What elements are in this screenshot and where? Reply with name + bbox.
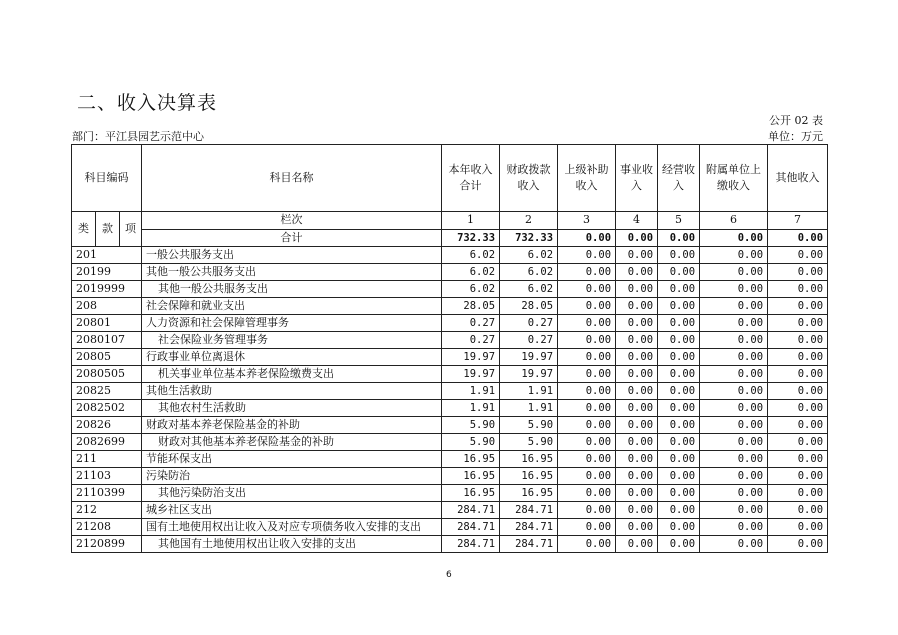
row-value: 0.00 — [616, 400, 658, 417]
row-value: 0.00 — [658, 519, 700, 536]
row-code: 20801 — [72, 315, 142, 332]
row-value: 0.00 — [658, 281, 700, 298]
row-name: 城乡社区支出 — [142, 502, 442, 519]
row-value: 0.00 — [558, 264, 616, 281]
row-name: 其他农村生活救助 — [142, 400, 442, 417]
row-value: 0.00 — [700, 502, 768, 519]
row-value: 19.97 — [500, 349, 558, 366]
sum-value: 0.00 — [558, 229, 616, 247]
row-value: 0.00 — [658, 536, 700, 553]
row-value: 0.00 — [700, 315, 768, 332]
row-code: 2080505 — [72, 366, 142, 383]
table-row — [72, 434, 828, 451]
department-label: 部门：平江县园艺示范中心 — [72, 130, 204, 143]
row-name: 一般公共服务支出 — [142, 247, 442, 264]
row-value: 0.00 — [558, 536, 616, 553]
row-value: 0.00 — [700, 468, 768, 485]
row-value: 0.00 — [558, 451, 616, 468]
table-row — [72, 502, 828, 519]
row-value: 16.95 — [500, 468, 558, 485]
table-row — [72, 485, 828, 502]
row-name: 其他污染防治支出 — [142, 485, 442, 502]
row-value: 0.00 — [700, 536, 768, 553]
page-number: 6 — [446, 570, 452, 580]
row-value: 0.00 — [616, 264, 658, 281]
row-value: 0.00 — [658, 468, 700, 485]
table-row — [72, 264, 828, 281]
col-number: 5 — [658, 212, 700, 230]
col-number: 2 — [500, 212, 558, 230]
row-value: 0.00 — [768, 451, 828, 468]
row-value: 0.00 — [658, 383, 700, 400]
col-number: 1 — [442, 212, 500, 230]
row-value: 0.00 — [616, 485, 658, 502]
table-row — [72, 468, 828, 485]
row-value: 0.00 — [658, 434, 700, 451]
row-value: 0.00 — [768, 247, 828, 264]
row-value: 0.00 — [616, 451, 658, 468]
row-name: 社会保障和就业支出 — [142, 298, 442, 315]
row-code: 2082502 — [72, 400, 142, 417]
row-name: 其他一般公共服务支出 — [142, 281, 442, 298]
table-row — [72, 298, 828, 315]
row-value: 6.02 — [500, 247, 558, 264]
row-value: 1.91 — [500, 400, 558, 417]
row-value: 0.00 — [700, 247, 768, 264]
row-value: 0.00 — [658, 400, 700, 417]
row-name: 其他国有土地使用权出让收入安排的支出 — [142, 536, 442, 553]
row-value: 0.00 — [700, 281, 768, 298]
row-code: 21103 — [72, 468, 142, 485]
row-value: 0.00 — [558, 400, 616, 417]
row-value: 6.02 — [442, 264, 500, 281]
row-value: 0.00 — [658, 485, 700, 502]
row-value: 0.00 — [616, 298, 658, 315]
row-value: 0.00 — [700, 332, 768, 349]
row-code: 20825 — [72, 383, 142, 400]
row-value: 0.00 — [768, 281, 828, 298]
row-code: 212 — [72, 502, 142, 519]
row-code: 2110399 — [72, 485, 142, 502]
row-code: 21208 — [72, 519, 142, 536]
row-value: 0.00 — [700, 349, 768, 366]
row-value: 284.71 — [442, 519, 500, 536]
table-row — [72, 247, 828, 264]
header-row — [72, 145, 828, 212]
row-value: 284.71 — [442, 502, 500, 519]
row-value: 0.00 — [700, 366, 768, 383]
row-value: 0.00 — [558, 434, 616, 451]
row-value: 0.00 — [768, 366, 828, 383]
row-value: 6.02 — [500, 281, 558, 298]
sum-value: 732.33 — [500, 229, 558, 247]
row-value: 28.05 — [500, 298, 558, 315]
sum-value: 0.00 — [768, 229, 828, 247]
row-value: 0.00 — [558, 281, 616, 298]
row-value: 0.00 — [616, 383, 658, 400]
row-value: 0.00 — [700, 451, 768, 468]
column-number-row — [72, 212, 828, 230]
header-kuan: 款 — [96, 212, 120, 247]
row-value: 0.00 — [700, 383, 768, 400]
row-value: 0.00 — [768, 468, 828, 485]
row-value: 0.00 — [658, 349, 700, 366]
row-value: 0.00 — [768, 536, 828, 553]
row-value: 0.00 — [558, 298, 616, 315]
row-value: 0.00 — [558, 315, 616, 332]
row-name: 社会保险业务管理事务 — [142, 332, 442, 349]
row-value: 0.00 — [558, 366, 616, 383]
row-value: 0.00 — [768, 383, 828, 400]
table-row — [72, 349, 828, 366]
table-row — [72, 366, 828, 383]
row-value: 1.91 — [442, 400, 500, 417]
row-name: 行政事业单位离退休 — [142, 349, 442, 366]
row-value: 0.00 — [700, 264, 768, 281]
header-fiscal: 财政拨款收入 — [500, 145, 558, 212]
row-value: 6.02 — [442, 281, 500, 298]
row-value: 16.95 — [442, 468, 500, 485]
row-value: 0.00 — [768, 400, 828, 417]
row-value: 19.97 — [500, 366, 558, 383]
row-name: 财政对其他基本养老保险基金的补助 — [142, 434, 442, 451]
sum-value: 0.00 — [658, 229, 700, 247]
row-value: 0.00 — [658, 366, 700, 383]
sum-label: 合计 — [142, 229, 442, 247]
row-code: 2082699 — [72, 434, 142, 451]
row-value: 0.00 — [616, 502, 658, 519]
row-name: 国有土地使用权出让收入及对应专项债务收入安排的支出 — [142, 519, 442, 536]
table-row — [72, 281, 828, 298]
row-value: 0.00 — [616, 281, 658, 298]
row-name: 人力资源和社会保障管理事务 — [142, 315, 442, 332]
row-value: 1.91 — [500, 383, 558, 400]
row-value: 5.90 — [442, 417, 500, 434]
row-code: 2120899 — [72, 536, 142, 553]
col-number: 3 — [558, 212, 616, 230]
row-name: 财政对基本养老保险基金的补助 — [142, 417, 442, 434]
row-value: 6.02 — [500, 264, 558, 281]
row-value: 1.91 — [442, 383, 500, 400]
row-value: 0.00 — [616, 315, 658, 332]
row-value: 0.00 — [768, 298, 828, 315]
row-value: 16.95 — [500, 451, 558, 468]
row-value: 0.00 — [658, 315, 700, 332]
row-value: 0.00 — [558, 383, 616, 400]
row-value: 0.00 — [558, 468, 616, 485]
table-row — [72, 536, 828, 553]
row-value: 0.00 — [658, 264, 700, 281]
row-value: 0.00 — [768, 502, 828, 519]
row-value: 0.00 — [700, 400, 768, 417]
row-value: 19.97 — [442, 366, 500, 383]
row-code: 211 — [72, 451, 142, 468]
row-value: 0.00 — [558, 417, 616, 434]
header-name: 科目名称 — [142, 145, 442, 212]
col-number: 7 — [768, 212, 828, 230]
row-value: 16.95 — [442, 451, 500, 468]
row-value: 0.00 — [558, 485, 616, 502]
col-number: 4 — [616, 212, 658, 230]
table-row — [72, 315, 828, 332]
row-code: 20199 — [72, 264, 142, 281]
row-value: 0.00 — [768, 315, 828, 332]
header-upper: 上级补助收入 — [558, 145, 616, 212]
header-business: 事业收入 — [616, 145, 658, 212]
table-row — [72, 332, 828, 349]
table-row — [72, 451, 828, 468]
row-value: 5.90 — [500, 434, 558, 451]
row-value: 284.71 — [500, 536, 558, 553]
row-value: 0.00 — [616, 468, 658, 485]
header-operating: 经营收入 — [658, 145, 700, 212]
col-number: 6 — [700, 212, 768, 230]
row-value: 0.00 — [616, 366, 658, 383]
header-xiang: 项 — [120, 212, 142, 247]
row-name: 其他一般公共服务支出 — [142, 264, 442, 281]
row-value: 16.95 — [442, 485, 500, 502]
row-value: 0.00 — [658, 502, 700, 519]
row-value: 0.00 — [616, 247, 658, 264]
sum-value: 732.33 — [442, 229, 500, 247]
page-title: 二、收入决算表 — [77, 92, 218, 114]
row-value: 0.00 — [768, 264, 828, 281]
row-value: 0.00 — [700, 434, 768, 451]
row-name: 其他生活救助 — [142, 383, 442, 400]
row-value: 28.05 — [442, 298, 500, 315]
row-value: 0.00 — [700, 417, 768, 434]
table-row — [72, 417, 828, 434]
row-value: 0.00 — [616, 332, 658, 349]
row-name: 污染防治 — [142, 468, 442, 485]
row-value: 0.00 — [768, 349, 828, 366]
row-value: 0.00 — [616, 536, 658, 553]
row-value: 5.90 — [442, 434, 500, 451]
row-value: 0.00 — [658, 417, 700, 434]
row-value: 0.27 — [500, 332, 558, 349]
row-value: 16.95 — [500, 485, 558, 502]
row-name: 节能环保支出 — [142, 451, 442, 468]
row-code: 208 — [72, 298, 142, 315]
row-value: 0.00 — [616, 519, 658, 536]
income-table — [71, 144, 828, 553]
row-value: 0.27 — [442, 315, 500, 332]
row-value: 0.00 — [558, 332, 616, 349]
table-tag: 公开 02 表 — [769, 114, 823, 127]
row-code: 20826 — [72, 417, 142, 434]
header-lei: 类 — [72, 212, 96, 247]
row-value: 0.00 — [700, 519, 768, 536]
row-value: 0.00 — [658, 332, 700, 349]
row-code: 20805 — [72, 349, 142, 366]
row-value: 0.00 — [558, 502, 616, 519]
row-value: 0.00 — [616, 349, 658, 366]
sum-value: 0.00 — [616, 229, 658, 247]
row-code: 2019999 — [72, 281, 142, 298]
row-value: 0.00 — [768, 332, 828, 349]
sum-row — [72, 229, 828, 247]
row-value: 0.00 — [768, 417, 828, 434]
row-value: 6.02 — [442, 247, 500, 264]
row-value: 0.00 — [768, 434, 828, 451]
row-value: 0.00 — [768, 485, 828, 502]
header-code: 科目编码 — [72, 145, 142, 212]
sum-value: 0.00 — [700, 229, 768, 247]
row-code: 201 — [72, 247, 142, 264]
column-no-label: 栏次 — [142, 212, 442, 230]
row-value: 284.71 — [442, 536, 500, 553]
row-value: 0.00 — [700, 298, 768, 315]
row-name: 机关事业单位基本养老保险缴费支出 — [142, 366, 442, 383]
row-value: 0.00 — [558, 519, 616, 536]
table-row — [72, 383, 828, 400]
row-value: 0.00 — [658, 451, 700, 468]
row-value: 19.97 — [442, 349, 500, 366]
row-value: 284.71 — [500, 519, 558, 536]
header-total: 本年收入合计 — [442, 145, 500, 212]
row-value: 0.00 — [658, 247, 700, 264]
row-value: 0.00 — [616, 434, 658, 451]
unit-label: 单位：万元 — [768, 130, 823, 143]
row-value: 0.00 — [616, 417, 658, 434]
row-value: 0.00 — [700, 485, 768, 502]
row-value: 284.71 — [500, 502, 558, 519]
row-value: 0.27 — [500, 315, 558, 332]
header-other: 其他收入 — [768, 145, 828, 212]
row-code: 2080107 — [72, 332, 142, 349]
table-row — [72, 519, 828, 536]
row-value: 0.00 — [558, 247, 616, 264]
table-row — [72, 400, 828, 417]
row-value: 0.27 — [442, 332, 500, 349]
header-affiliated: 附属单位上缴收入 — [700, 145, 768, 212]
row-value: 5.90 — [500, 417, 558, 434]
row-value: 0.00 — [558, 349, 616, 366]
row-value: 0.00 — [768, 519, 828, 536]
row-value: 0.00 — [658, 298, 700, 315]
